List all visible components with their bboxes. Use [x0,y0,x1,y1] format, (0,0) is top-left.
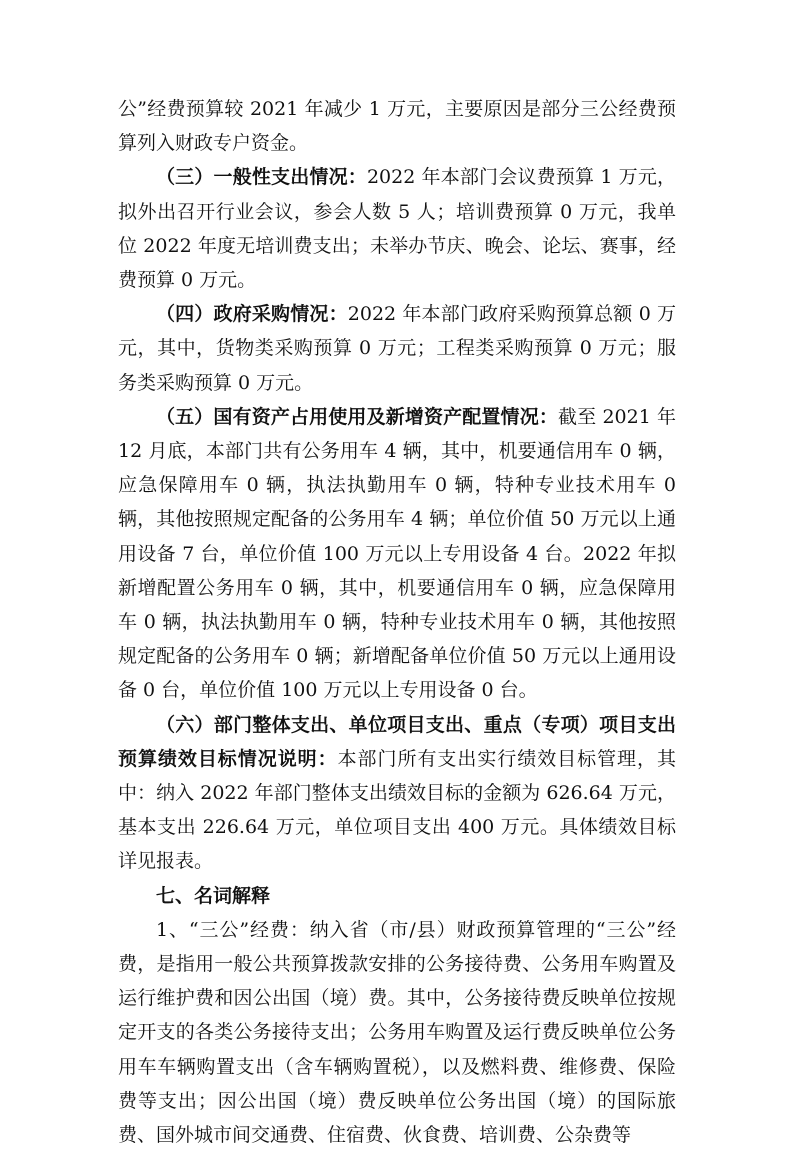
section-body-4: 2022 年本部门政府采购预算总额 0 万元，其中，货物类采购预算 0 万元；工程类采购预算 0 万元；服务类采购预算 0 万元。 [118,303,676,394]
paragraph-sangong-decrease: 公”经费预算较 2021 年减少 1 万元，主要原因是部分三公经费预算列入财政专户资金。 [118,98,676,155]
section-7-heading: 七、名词解释 [156,884,271,907]
section-heading-3: （三）一般性支出情况： [156,166,367,189]
paragraph-general-expenditure [118,160,676,297]
section-body-5: 截至 2021 年 12 月底，本部门共有公务用车 4 辆，其中，机要通信用车 0 辆，应急保障用车 0 辆，执法执勤用车 0 辆，特种专业技术用车 0 辆，其他按照规定配备的公务用车 4 辆；单位价值 50 万元以上通用设备 7 台，单位价值 100 万元以上专用设备 4 台。2022 年拟新增配置公务用车 0 辆，其中，机要通信用车 0 辆，应急保障用车 0 辆，执法执勤用车 0 辆，特种专业技术用车 0 辆，其他按照规定配备的公务用车 0 辆；新增配备单位价值 50 万元以上通用设备 0 台，单位价值 100 万元以上专用设备 0 台。 [118,405,676,702]
section-heading-6: （六）部门整体支出、单位项目支出、重点（专项）项目支出预算绩效目标情况说明： [118,713,676,770]
document-page [118,92,676,1152]
section-heading-5: （五）国有资产占用使用及新增资产配置情况： [156,405,558,428]
section-body-6: 本部门所有支出实行绩效目标管理，其中：纳入 2022 年部门整体支出绩效目标的金额为 626.64 万元，基本支出 226.64 万元，单位项目支出 400 万元。具体绩效目标详见报表。 [118,747,676,873]
section-heading-4: （四）政府采购情况： [156,303,348,326]
paragraph-term-sangong: 1、“三公”经费：纳入省（市/县）财政预算管理的“三公”经费，是指用一般公共预算拨款安排的公务接待费、公务用车购置及运行维护费和因公出国（境）费。其中，公务接待费反映单位按规定开支的各类公务接待支出；公务用车购置及运行费反映单位公务用车车辆购置支出（含车辆购置税），以及燃料费、维修费、保险费等支出；因公出国（境）费反映单位公务出国（境）的国际旅费、国外城市间交通费、住宿费、伙食费、培训费、公杂费等 [118,918,676,1147]
paragraph-procurement [118,297,676,400]
paragraph-state-assets [118,400,676,708]
section-body-3: 2022 年本部门会议费预算 1 万元，拟外出召开行业会议，参会人数 5 人；培训费预算 0 万元，我单位 2022 年度无培训费支出；未举办节庆、晚会、论坛、赛事，经费预算 0 万元。 [118,166,676,292]
paragraph-performance-targets [118,708,676,879]
